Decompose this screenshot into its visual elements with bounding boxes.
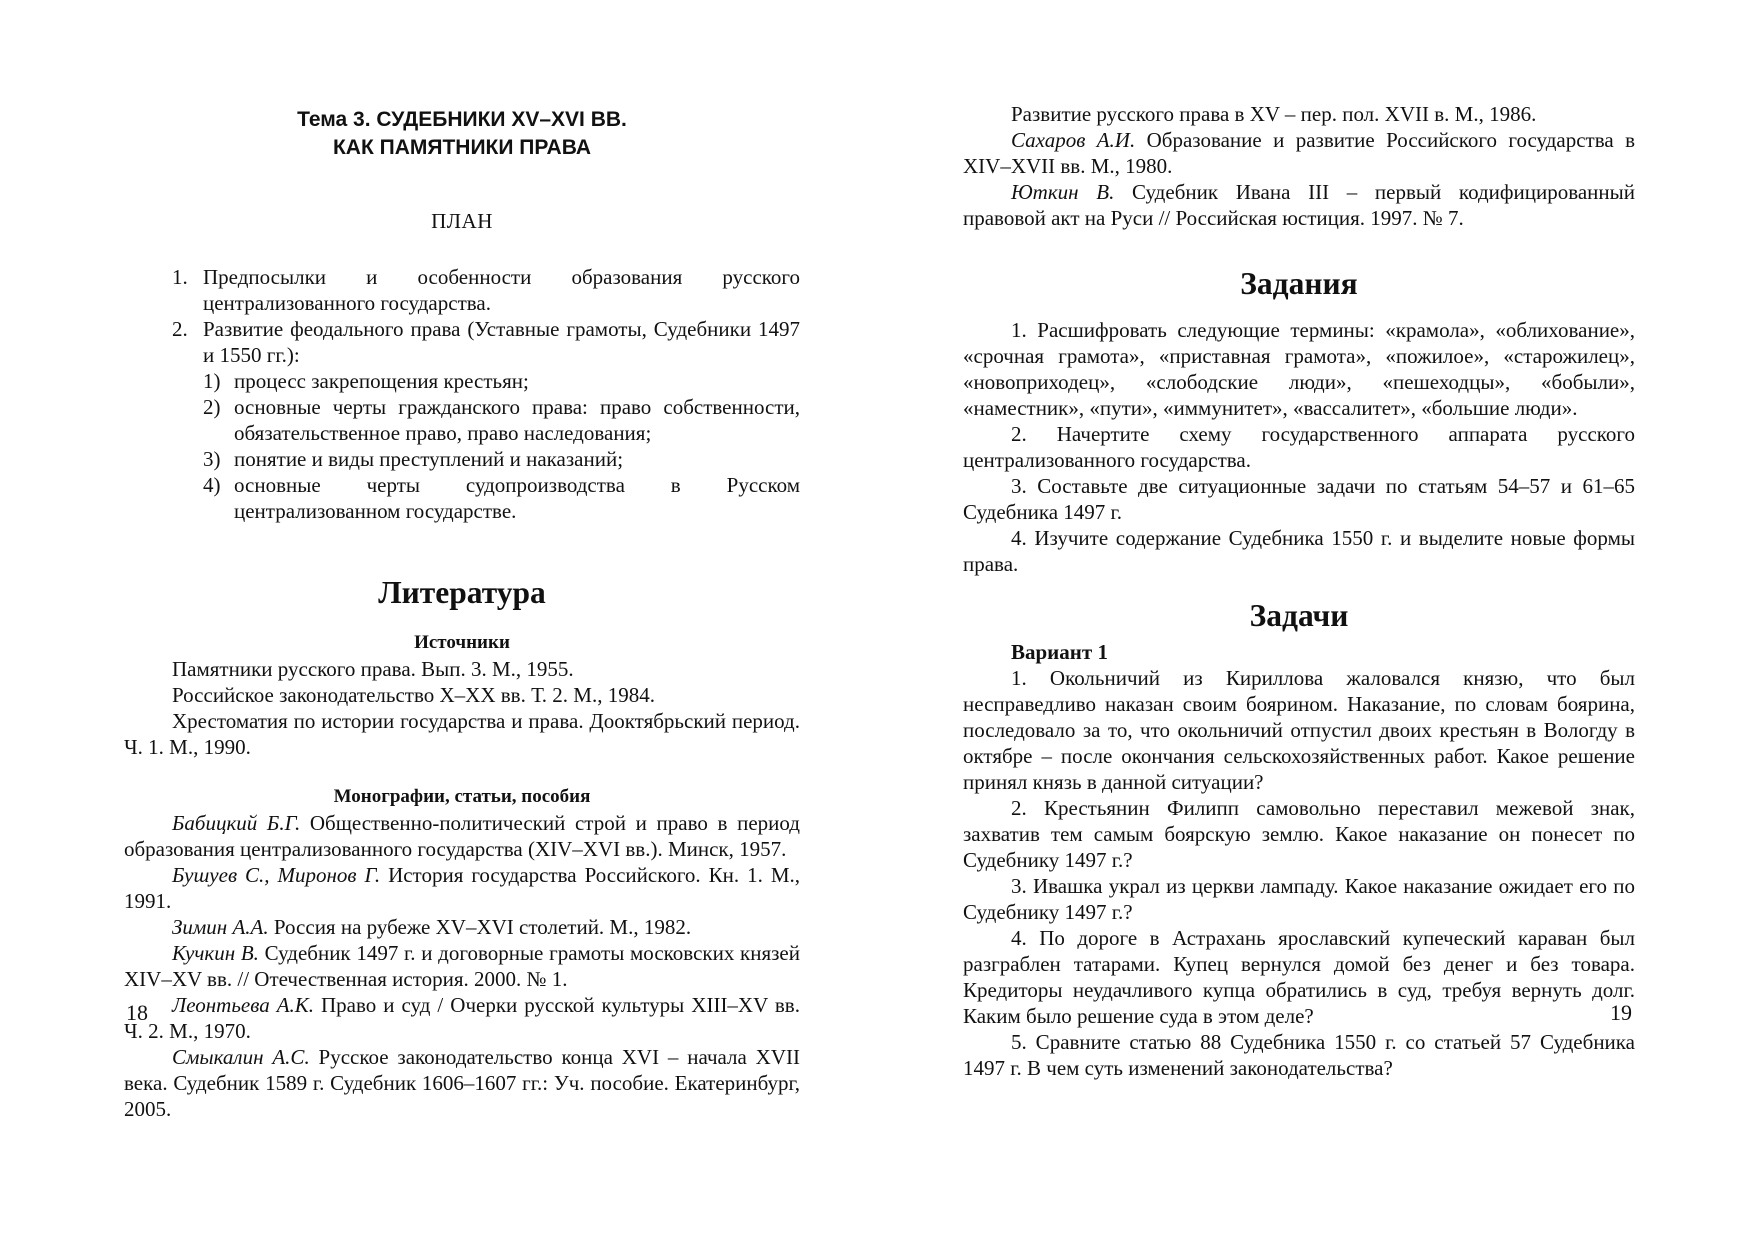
ref-author: Бушуев С., Миронов Г. — [172, 863, 381, 887]
right-page-content — [963, 101, 1635, 1081]
plan-item-text: Предпосылки и особенности образования русского централизованного государства. — [203, 265, 800, 315]
ref-text: Россия на рубеже XV–XVI столетий. М., 1982. — [268, 915, 692, 939]
right-page — [877, 0, 1755, 1240]
problem-item: 2. Крестьянин Филипп самовольно переставил межевой знак, захватив тем самым боярскую землю. Какое наказание он понесет по Судебнику 1497 г.? — [963, 796, 1635, 872]
monograph-ref — [124, 992, 800, 1044]
sources-heading: Источники — [414, 632, 510, 653]
task-item: 1. Расшифровать следующие термины: «крамола», «облихование», «срочная грамота», «приставная грамота», «пожилое», «старожилец», «новоприходец», «слободские люди», «пешеходцы», «бобыли», «наместник», «пути», «иммунитет», «вассалитет», «большие люди». — [963, 318, 1635, 420]
plan-subitem-number: 4) — [203, 473, 221, 497]
problem-item: 4. По дороге в Астрахань ярославский купеческий караван был разграблен татарами. Купец вернулся домой без денег и без товара. Кредиторы неудачливого купца обратились в суд, требуя вернуть долг. Каким было решение суда в этом деле? — [963, 926, 1635, 1028]
variant-label: Вариант 1 — [1011, 640, 1108, 664]
topic-title-line2: КАК ПАМЯТНИКИ ПРАВА — [332, 136, 592, 159]
plan-subitem — [124, 394, 800, 446]
tasks-heading: Задания — [1240, 266, 1358, 301]
plan-subitem-text: основные черты гражданского права: право собственности, обязательственное право, право наследования; — [234, 395, 800, 445]
plan-subitem — [124, 446, 800, 472]
monograph-ref — [963, 127, 1635, 179]
ref-author: Кучкин В. — [172, 941, 259, 965]
problems-heading: Задачи — [1249, 598, 1349, 633]
task-item: 4. Изучите содержание Судебника 1550 г. и выделите новые формы права. — [963, 526, 1635, 576]
plan-subitem-text: процесс закрепощения крестьян; — [234, 369, 529, 393]
plan-subitem-number: 3) — [203, 447, 221, 471]
topic-title — [124, 106, 800, 162]
ref-author: Зимин А.А. — [172, 915, 269, 939]
monograph-ref — [124, 810, 800, 862]
ref-text: Судебник 1497 г. и договорные грамоты московских князей XIV–XV вв. // Отечественная история. 2000. № 1. — [124, 941, 800, 991]
plan-list — [124, 264, 800, 368]
plan-item-text: Развитие феодального права (Уставные грамоты, Судебники 1497 и 1550 гг.): — [203, 317, 800, 367]
monograph-ref — [124, 862, 800, 914]
ref-author: Бабицкий Б.Г. — [172, 811, 301, 835]
plan-item — [124, 264, 800, 316]
plan-item — [124, 316, 800, 368]
page-number: 18 — [126, 1000, 148, 1025]
literature-heading: Литература — [378, 575, 546, 610]
left-page-content — [124, 100, 800, 1122]
plan-subitem-number: 2) — [203, 395, 221, 419]
task-item: 2. Начертите схему государственного аппарата русского централизованного государства. — [963, 422, 1635, 472]
source-ref: Памятники русского права. Вып. 3. М., 1955. — [172, 657, 574, 681]
plan-sublist — [124, 368, 800, 524]
page-number: 19 — [1610, 1000, 1632, 1025]
source-ref: Российское законодательство X–XX вв. Т. 2. М., 1984. — [172, 683, 655, 707]
left-page — [0, 0, 877, 1240]
problem-item: 1. Окольничий из Кириллова жаловался князю, что был несправедливо наказан своим боярином. Наказание, по словам боярина, последовало за то, что окольничий отпустил двоих крестьян в Вологду в октябре – после окончания сельскохозяйственных работ. Какое решение принял князь в данной ситуации? — [963, 666, 1635, 794]
ref-text: Общественно-политический строй и право в период образования централизованного государства (XIV–XVI вв.). Минск, 1957. — [124, 811, 800, 861]
plan-item-number: 2. — [172, 317, 188, 341]
ref-text: Судебник Ивана III – первый кодифицированный правовой акт на Руси // Российская юстиция. 1997. № 7. — [963, 180, 1635, 230]
ref-author: Смыкалин А.С. — [172, 1045, 310, 1069]
plan-subitem-text: основные черты судопроизводства в Русском централизованном государстве. — [234, 473, 800, 523]
ref-text: История государства Российского. Кн. 1. М., 1991. — [124, 863, 800, 913]
monograph-ref — [963, 179, 1635, 231]
plan-subitem — [124, 472, 800, 524]
monograph-ref — [124, 1044, 800, 1122]
ref-author: Сахаров А.И. — [1011, 128, 1136, 152]
monograph-ref — [124, 940, 800, 992]
topic-title-line1: Тема 3. СУДЕБНИКИ XV–XVI ВВ. — [297, 108, 627, 131]
plan-subitem — [124, 368, 800, 394]
ref-author: Леонтьева А.К. — [172, 993, 314, 1017]
source-ref: Хрестоматия по истории государства и права. Дооктябрьский период. Ч. 1. М., 1990. — [124, 709, 800, 759]
plan-subitem-text: понятие и виды преступлений и наказаний; — [234, 447, 624, 471]
plan-item-number: 1. — [172, 265, 188, 289]
problem-item: 5. Сравните статью 88 Судебника 1550 г. со статьей 57 Судебника 1497 г. В чем суть изменений законодательства? — [963, 1030, 1635, 1080]
plan-heading: ПЛАН — [431, 209, 493, 233]
problem-item: 3. Ивашка украл из церкви лампаду. Какое наказание ожидает его по Судебнику 1497 г.? — [963, 874, 1635, 924]
continued-ref: Развитие русского права в XV – пер. пол. XVII в. М., 1986. — [1011, 102, 1537, 126]
plan-subitem-number: 1) — [203, 369, 221, 393]
monograph-ref — [124, 914, 800, 940]
ref-text: Образование и развитие Российского государства в XIV–XVII вв. М., 1980. — [963, 128, 1635, 178]
ref-author: Юткин В. — [1011, 180, 1115, 204]
ref-text: Право и суд / Очерки русской культуры XIII–XV вв. Ч. 2. М., 1970. — [124, 993, 800, 1043]
task-item: 3. Составьте две ситуационные задачи по статьям 54–57 и 61–65 Судебника 1497 г. — [963, 474, 1635, 524]
ref-text: Русское законодательство конца XVI – начала XVII века. Судебник 1589 г. Судебник 1606–1607 гг.: Уч. пособие. Екатеринбург, 2005. — [124, 1045, 801, 1121]
monographs-heading: Монографии, статьи, пособия — [333, 786, 591, 807]
